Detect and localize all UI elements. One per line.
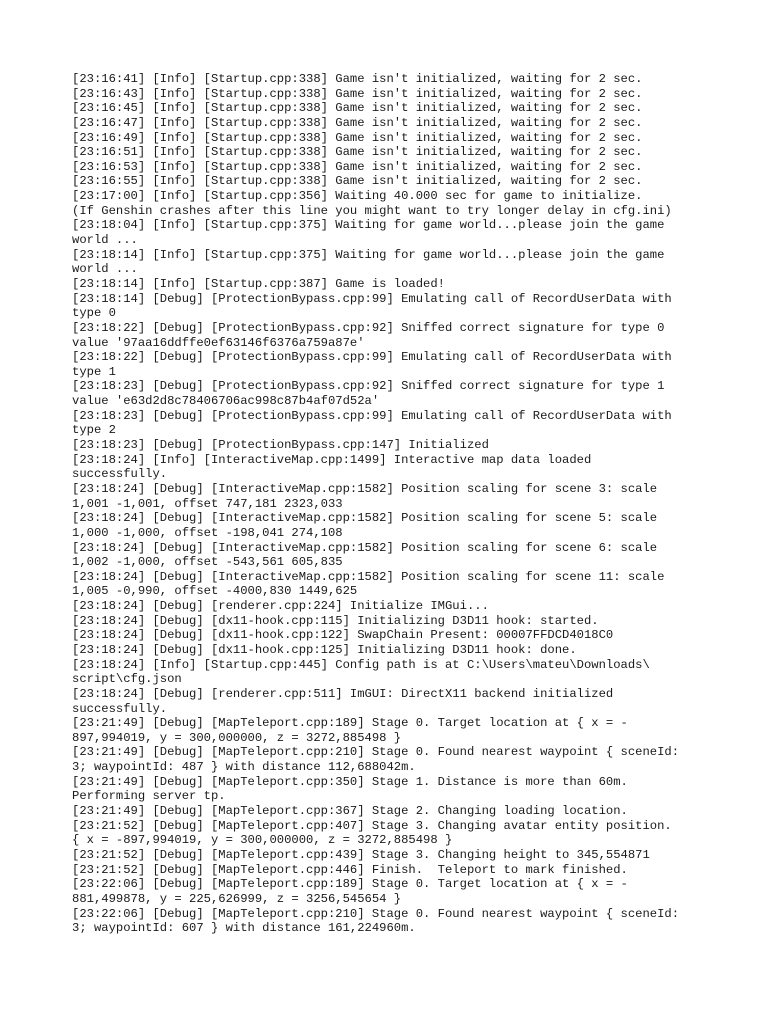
log-line: [23:21:52] [Debug] [MapTeleport.cpp:407] Stage 3. Changing avatar entity position.	[72, 818, 672, 833]
log-line: [23:16:53] [Info] [Startup.cpp:338] Game isn't initialized, waiting for 2 sec.	[72, 159, 643, 174]
log-line: [23:18:24] [Debug] [InteractiveMap.cpp:1582] Position scaling for scene 3: scale	[72, 481, 658, 496]
log-line: value '97aa16ddffe0ef63146f6376a759a87e'	[72, 335, 365, 350]
log-line: Performing server tp.	[72, 789, 226, 804]
log-line: [23:22:06] [Debug] [MapTeleport.cpp:189] Stage 0. Target location at { x = -	[72, 877, 628, 892]
log-line: [23:18:24] [Info] [Startup.cpp:445] Config path is at C:\Users\mateu\Downloads\	[72, 657, 650, 672]
log-line: [23:17:00] [Info] [Startup.cpp:356] Waiting 40.000 sec for game to initialize.	[72, 189, 643, 204]
log-line: [23:18:24] [Debug] [dx11-hook.cpp:115] Initializing D3D11 hook: started.	[72, 613, 599, 628]
log-line: world ...	[72, 233, 138, 248]
log-line: successfully.	[72, 701, 168, 716]
log-line: 1,000 -1,000, offset -198,041 274,108	[72, 525, 343, 540]
log-line: [23:16:49] [Info] [Startup.cpp:338] Game isn't initialized, waiting for 2 sec.	[72, 130, 643, 145]
log-line: [23:18:22] [Debug] [ProtectionBypass.cpp:92] Sniffed correct signature for type 0	[72, 320, 665, 335]
log-line: [23:18:24] [Debug] [renderer.cpp:511] ImGUI: DirectX11 backend initialized	[72, 686, 614, 701]
log-line: successfully.	[72, 467, 168, 482]
log-line: [23:18:14] [Info] [Startup.cpp:375] Waiting for game world...please join the game	[72, 247, 665, 262]
log-line: [23:16:51] [Info] [Startup.cpp:338] Game isn't initialized, waiting for 2 sec.	[72, 145, 643, 160]
log-line: [23:18:24] [Debug] [dx11-hook.cpp:125] Initializing D3D11 hook: done.	[72, 642, 577, 657]
log-line: [23:18:04] [Info] [Startup.cpp:375] Waiting for game world...please join the game	[72, 218, 665, 233]
log-line: (If Genshin crashes after this line you might want to try longer delay in cfg.ini)	[72, 203, 672, 218]
log-line: [23:18:22] [Debug] [ProtectionBypass.cpp:99] Emulating call of RecordUserData with	[72, 350, 672, 365]
log-line: [23:16:41] [Info] [Startup.cpp:338] Game isn't initialized, waiting for 2 sec.	[72, 72, 643, 86]
log-line: script\cfg.json	[72, 672, 182, 687]
log-line: world ...	[72, 262, 138, 277]
log-line: [23:21:49] [Debug] [MapTeleport.cpp:210] Stage 0. Found nearest waypoint { sceneId:	[72, 745, 680, 760]
log-line: [23:21:49] [Debug] [MapTeleport.cpp:350] Stage 1. Distance is more than 60m.	[72, 774, 628, 789]
log-line: 881,499878, y = 225,626999, z = 3256,545654 }	[72, 891, 402, 906]
log-line: 1,005 -0,990, offset -4000,830 1449,625	[72, 584, 358, 599]
log-line: [23:21:52] [Debug] [MapTeleport.cpp:446] Finish. Teleport to mark finished.	[72, 862, 628, 877]
log-line: [23:18:23] [Debug] [ProtectionBypass.cpp:99] Emulating call of RecordUserData with	[72, 408, 672, 423]
log-line: value 'e63d2d8c78406706ac998c87b4af07d52a'	[72, 394, 380, 409]
log-line: [23:16:45] [Info] [Startup.cpp:338] Game isn't initialized, waiting for 2 sec.	[72, 101, 643, 116]
log-line: 3; waypointId: 607 } with distance 161,224960m.	[72, 921, 416, 936]
log-line: [23:16:47] [Info] [Startup.cpp:338] Game isn't initialized, waiting for 2 sec.	[72, 115, 643, 130]
log-line: [23:18:24] [Debug] [dx11-hook.cpp:122] SwapChain Present: 00007FFDCD4018C0	[72, 628, 614, 643]
log-line: type 0	[72, 306, 116, 321]
log-line: [23:18:24] [Debug] [InteractiveMap.cpp:1582] Position scaling for scene 5: scale	[72, 511, 658, 526]
log-line: [23:18:24] [Info] [InteractiveMap.cpp:1499] Interactive map data loaded	[72, 452, 592, 467]
log-line: 1,001 -1,001, offset 747,181 2323,033	[72, 496, 343, 511]
log-line: [23:21:49] [Debug] [MapTeleport.cpp:367] Stage 2. Changing loading location.	[72, 804, 628, 819]
log-line: [23:22:06] [Debug] [MapTeleport.cpp:210] Stage 0. Found nearest waypoint { sceneId:	[72, 906, 680, 921]
log-line: [23:16:43] [Info] [Startup.cpp:338] Game isn't initialized, waiting for 2 sec.	[72, 86, 643, 101]
log-line: [23:18:24] [Debug] [InteractiveMap.cpp:1582] Position scaling for scene 11: scale	[72, 569, 665, 584]
log-line: [23:18:23] [Debug] [ProtectionBypass.cpp:147] Initialized	[72, 438, 489, 453]
log-line: [23:18:14] [Info] [Startup.cpp:387] Game is loaded!	[72, 276, 445, 291]
log-line: [23:18:24] [Debug] [renderer.cpp:224] Initialize IMGui...	[72, 599, 489, 614]
log-line: 1,002 -1,000, offset -543,561 605,835	[72, 555, 343, 570]
log-line: [23:18:23] [Debug] [ProtectionBypass.cpp:92] Sniffed correct signature for type 1	[72, 379, 665, 394]
log-line: 3; waypointId: 487 } with distance 112,688042m.	[72, 760, 416, 775]
log-line: [23:18:24] [Debug] [InteractiveMap.cpp:1582] Position scaling for scene 6: scale	[72, 540, 658, 555]
log-line: 897,994019, y = 300,000000, z = 3272,885498 }	[72, 730, 402, 745]
log-line: { x = -897,994019, y = 300,000000, z = 3272,885498 }	[72, 833, 453, 848]
log-line: [23:21:49] [Debug] [MapTeleport.cpp:189] Stage 0. Target location at { x = -	[72, 716, 628, 731]
log-line: [23:18:14] [Debug] [ProtectionBypass.cpp:99] Emulating call of RecordUserData with	[72, 291, 672, 306]
log-line: [23:21:52] [Debug] [MapTeleport.cpp:439] Stage 3. Changing height to 345,554871	[72, 847, 650, 862]
log-line: type 2	[72, 423, 116, 438]
log-line: type 1	[72, 364, 116, 379]
log-text	[72, 72, 712, 936]
log-line: [23:16:55] [Info] [Startup.cpp:338] Game isn't initialized, waiting for 2 sec.	[72, 174, 643, 189]
